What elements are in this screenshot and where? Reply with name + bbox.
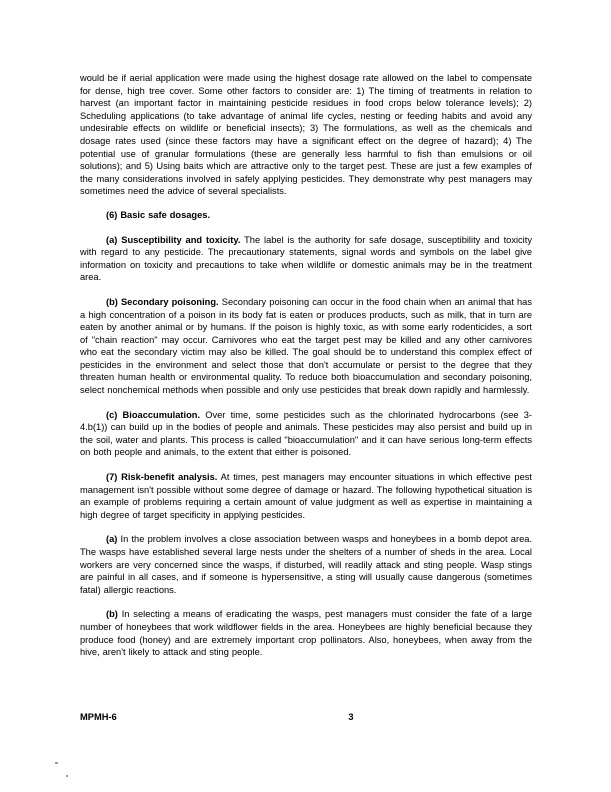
paragraph-a-problem-statement bbox=[80, 533, 532, 596]
paragraph-lead-label: (b) Secondary poisoning. bbox=[106, 296, 219, 307]
footer-manual-id: MPMH-6 bbox=[80, 712, 117, 722]
paragraph-continued bbox=[80, 72, 532, 198]
paragraph-text: At times, pest managers may encounter situations in which effective pest management isn't possible without some degree of damage or hazard. The following hypothetical situation is an example of problems requiring a certain amount of value judgment as well as expertise in maintaining a high degree of target specificity in applying pesticides. bbox=[80, 472, 532, 520]
paragraph-lead-label: (a) bbox=[106, 534, 118, 545]
paragraph-b-secondary-poisoning bbox=[80, 296, 532, 397]
footer-page-number: 3 bbox=[348, 712, 354, 722]
page-footer bbox=[80, 712, 532, 722]
scan-speck bbox=[66, 775, 68, 777]
paragraph-lead-label: (6) Basic safe dosages. bbox=[106, 209, 211, 220]
paragraph-text: Secondary poisoning can occur in the food chain when an animal that has a high concentration of a poison in its body fat is eaten or produces products, such as milk, that in turn are eaten by another animal or by humans. If the poison is highly toxic, as with some early rodenticides, a sort of "chain reaction" may occur. Carnivores who eat the target pest may be killed and any other carnivores who eat the secondary victim may also be killed. The goal should be to understand this complex effect of pesticides in the environment and select those that don't accumulate or persist to the degree that they threaten human health or environmental quality. To reduce both bioaccumulation and secondary poisoning, select nonchemical methods when possible and only use pesticides that break down rapidly and harmlessly. bbox=[80, 296, 532, 396]
paragraph-text: Over time, some pesticides such as the chlorinated hydrocarbons (see 3-4.b(1)) can build up in the bodies of people and animals. These pesticides may also persist and build up in the soil, water and plants. This process is called "bioaccumulation" and it can have serious long-term effects on both people and animals, to the extent that either is poisoned. bbox=[80, 409, 532, 458]
paragraph-a-susceptibility-and-toxicity bbox=[80, 234, 532, 284]
paragraph-b-selecting-means bbox=[80, 608, 532, 658]
paragraph-lead-label: (7) Risk-benefit analysis. bbox=[106, 472, 218, 483]
paragraph-text: In the problem involves a close association between wasps and honeybees in a bomb depot area. The wasps have established several large nests under the shelters of a number of sheds in the area. Local workers are very concerned since the wasps, if disturbed, will readily attack and sting people. Wasp stings are painful in all cases, and if someone is hypersensitive, a sting will usually cause dangerous (sometimes fatal) allergic reactions. bbox=[80, 534, 532, 595]
paragraph-6-basic-safe-dosages bbox=[80, 209, 532, 222]
paragraph-lead-label: (c) Bioaccumulation. bbox=[106, 409, 201, 420]
paragraph-lead-label: (a) Susceptibility and toxicity. bbox=[106, 234, 241, 245]
document-body bbox=[80, 72, 532, 671]
paragraph-text: would be if aerial application were made using the highest dosage rate allowed on the label to compensate for dense, high tree cover. Some other factors to consider are: 1) The timing of treatments in relation to harvest (an important factor in maintaining pesticide residues in food crops below tolerance levels); 2) Scheduling applications (to take advantage of animal life cycles, nesting or feeding habits and avoid any undesirable effects on wildlife or beneficial insects); 3) The formulations, as well as the chemicals and dosage rates used (since these factors may have a significant effect on the degree of hazard); 4) The potential use of granular formulations (these are generally less harmful to fish than emulsions or oil solutions); and 5) Using baits which are attractive only to the target pest. These are just a few examples of the many considerations involved in safely applying pesticides. They demonstrate why pest managers may sometimes need the advice of several specialists. bbox=[80, 73, 532, 197]
paragraph-7-risk-benefit-analysis bbox=[80, 471, 532, 521]
paragraph-text: In selecting a means of eradicating the wasps, pest managers must consider the fate of a large number of honeybees that work wildflower fields in the area. Honeybees are highly beneficial because they produce food (honey) and are extremely important crop pollinators. Also, honeybees, when away from the hive, aren't likely to attack and sting people. bbox=[80, 609, 532, 658]
paragraph-c-bioaccumulation bbox=[80, 409, 532, 459]
paragraph-text: The label is the authority for safe dosage, susceptibility and toxicity with regard to any pesticide. The precautionary statements, signal words and symbols on the label give information on toxicity and precautions to take when wildlife or domestic animals may be in the treatment area. bbox=[80, 234, 532, 283]
scan-speck bbox=[55, 762, 58, 764]
paragraph-lead-label: (b) bbox=[106, 609, 118, 620]
